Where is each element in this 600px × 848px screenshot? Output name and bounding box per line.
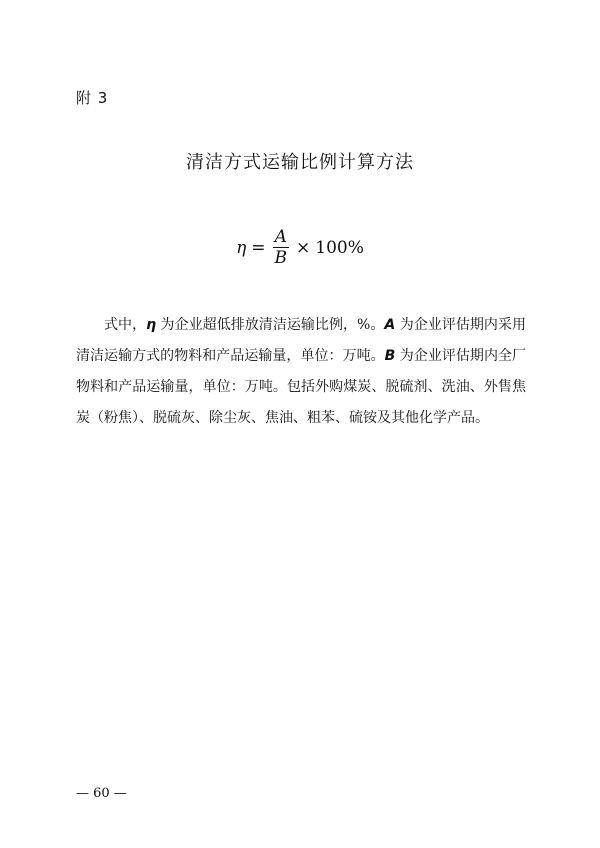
page-number: — 60 — [76, 786, 127, 801]
formula-times: × [296, 237, 311, 258]
formula [0, 228, 600, 267]
formula-numerator: A [274, 227, 287, 247]
formula-factor: 100% [315, 237, 364, 258]
appendix-label: 附 3 [76, 89, 109, 107]
symbol-b: B [384, 348, 396, 364]
formula-equals: = [251, 237, 266, 258]
symbol-a: A [384, 317, 396, 333]
paragraph-text-2: 为企业超低排放清洁运输比例，%。 [156, 317, 385, 333]
paragraph-text-1: 式中， [104, 317, 147, 333]
formula-lhs: η [236, 237, 247, 258]
symbol-eta: η [146, 317, 157, 333]
formula-denominator: B [274, 248, 288, 268]
formula-fraction [273, 228, 290, 267]
definition-paragraph [76, 310, 526, 434]
page-title: 清洁方式运输比例计算方法 [186, 152, 414, 173]
paragraph-text-3: 为企业评估期内采用清洁运输方式的物料和产品运输量，单位：万吨。 [76, 317, 527, 364]
paragraph-text-4: 为企业评估期内全厂物料和产品运输量，单位：万吨。包括外购煤炭、脱硫剂、洗油、外售焦炭（粉焦）、脱硫灰、除尘灰、焦油、粗苯、硫铵及其他化学产品。 [76, 348, 527, 426]
